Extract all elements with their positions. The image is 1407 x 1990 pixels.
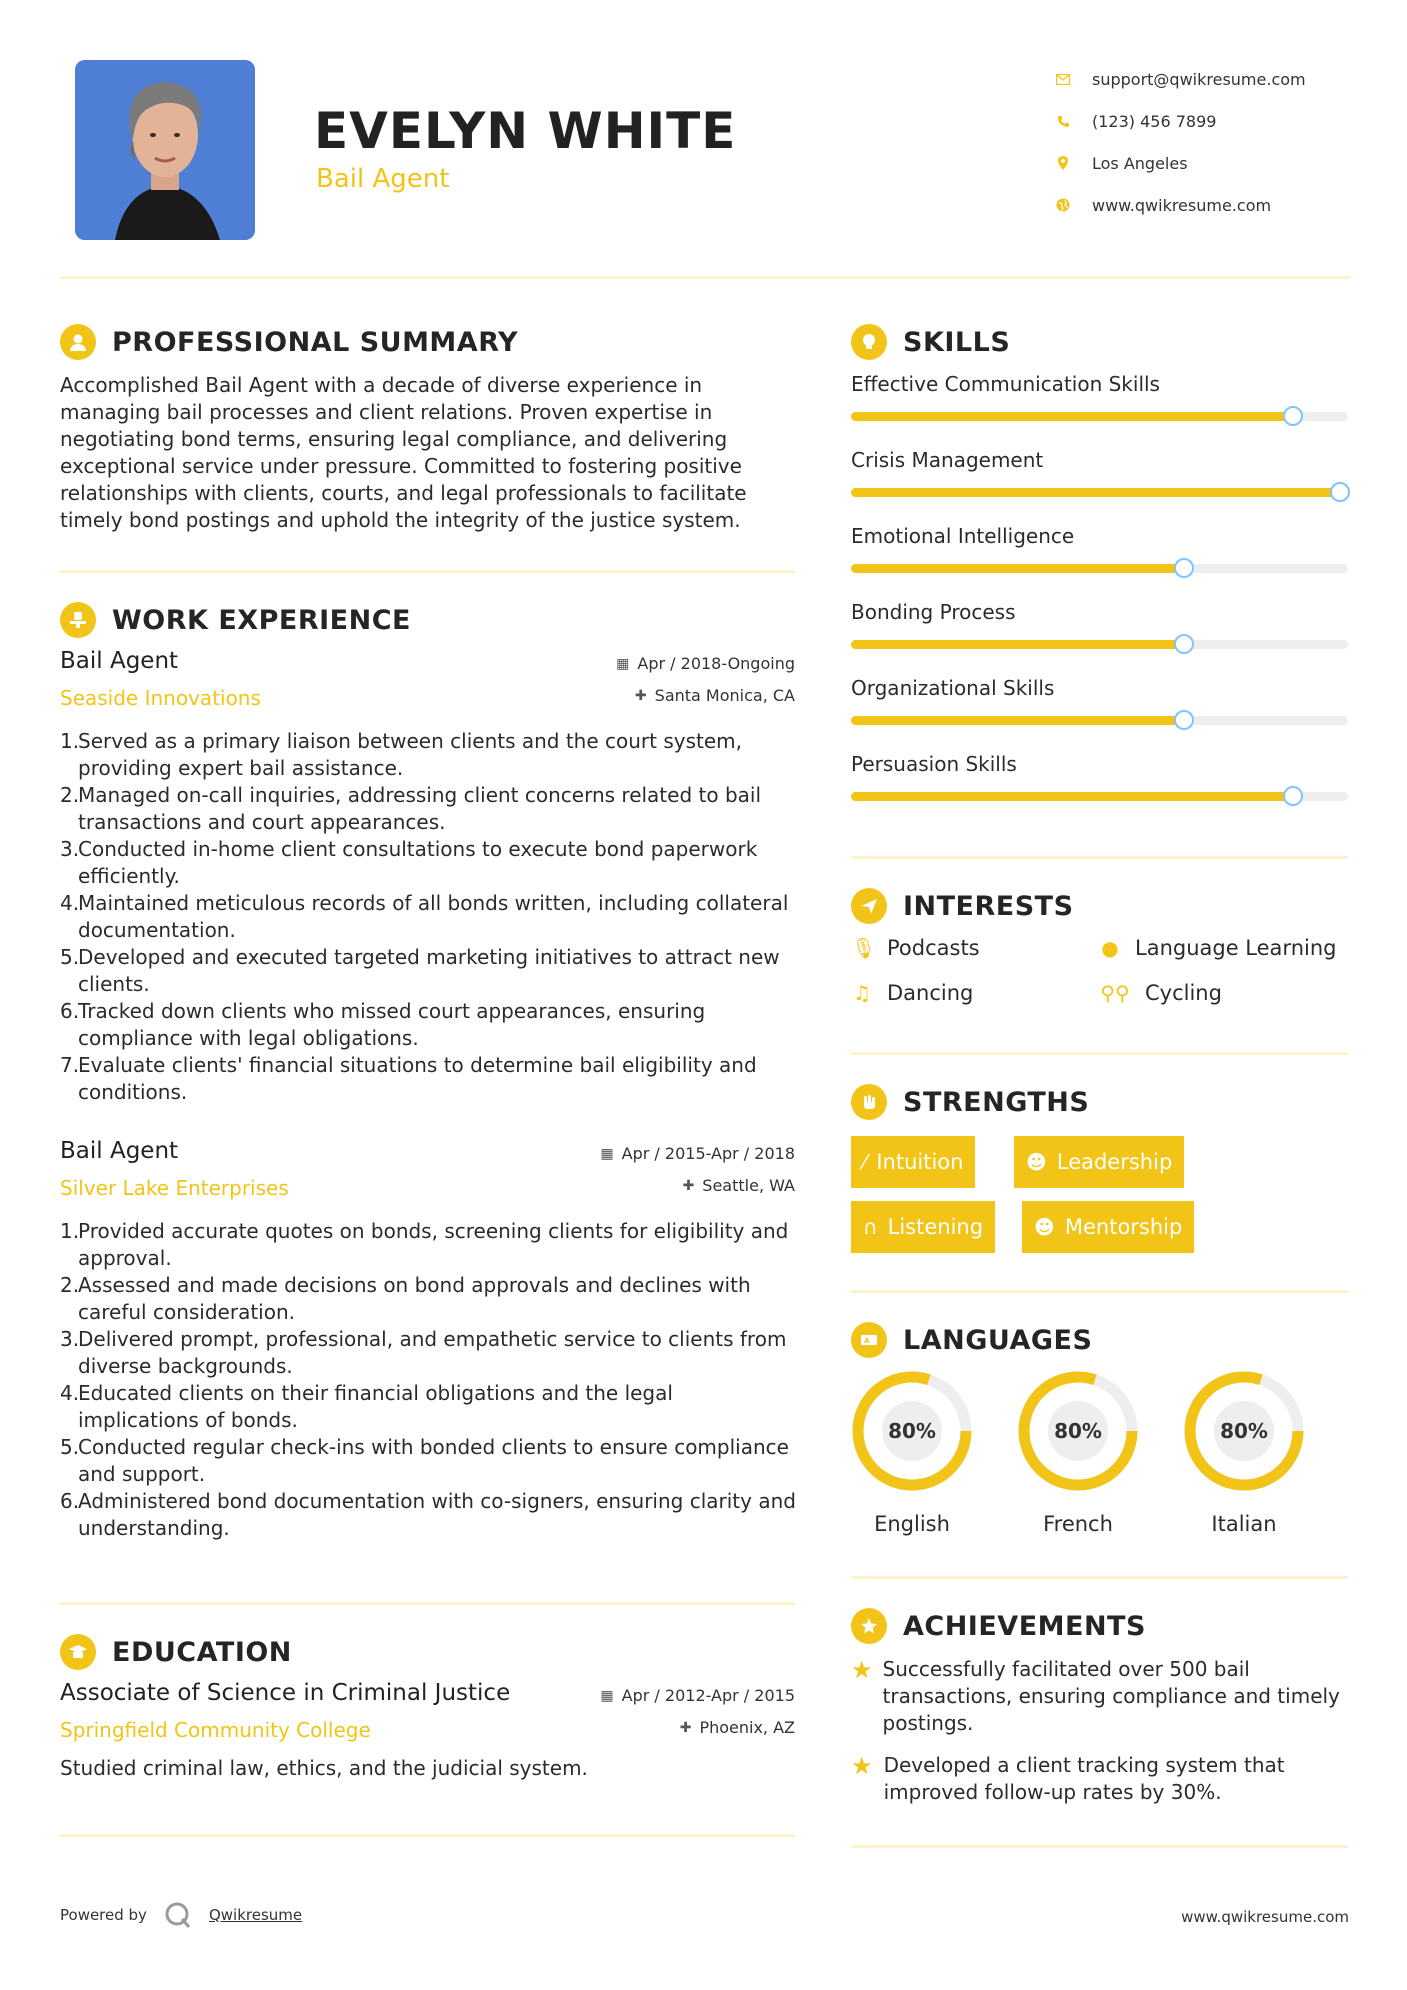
achievements-divider: [851, 1845, 1348, 1848]
star-icon: [851, 1608, 887, 1644]
skill-level-handle: [1174, 634, 1194, 654]
work-title: WORK EXPERIENCE: [112, 604, 411, 636]
brand-link[interactable]: Qwikresume: [208, 1906, 303, 1924]
job-duties-list: [60, 1218, 798, 1542]
job-date-text: Apr / 2015-Apr / 2018: [621, 1144, 795, 1163]
skill-bar-fill: [851, 792, 1293, 801]
skill-bar-fill: [851, 640, 1184, 649]
education-divider: [60, 1834, 795, 1837]
education-location: [680, 1718, 795, 1737]
skill-label: Effective Communication Skills: [851, 372, 1160, 396]
contact-phone-text: (123) 456 7899: [1092, 111, 1217, 131]
work-divider: [60, 1602, 795, 1605]
skill-level-handle: [1283, 786, 1303, 806]
achievement-text: Developed a client tracking system that improved follow-up rates by 30%.: [883, 1753, 1285, 1804]
user-icon: [60, 324, 96, 360]
paper-plane-icon: [851, 888, 887, 924]
contact-website-text: www.qwikresume.com: [1092, 195, 1272, 215]
skill-label: Bonding Process: [851, 600, 1016, 624]
work-heading: [60, 602, 411, 638]
job-entry: [60, 1138, 795, 1558]
language-item: [851, 1370, 973, 1536]
interest-item: 🎙 Podcasts: [851, 936, 980, 960]
skill-label: Persuasion Skills: [851, 752, 1017, 776]
degree-title: Associate of Science in Criminal Justice: [60, 1680, 511, 1706]
microphone-icon: 🎙: [851, 936, 877, 960]
skill-bar: [851, 488, 1348, 497]
job-date: [616, 654, 795, 673]
language-name: English: [874, 1512, 950, 1536]
skills-title: SKILLS: [903, 326, 1011, 358]
skill-level-handle: [1174, 558, 1194, 578]
school-name: Springfield Community College: [60, 1718, 371, 1742]
star-icon: ★: [851, 1656, 873, 1684]
skill-label: Organizational Skills: [851, 676, 1055, 700]
skills-divider: [851, 856, 1348, 859]
skill-level-handle: [1283, 406, 1303, 426]
summary-text: Accomplished Bail Agent with a decade of diverse experience in managing bail processes and client relations. Proven expertise in negotiating bond terms, ensuring legal compliance, and delivering exceptional service under pressure. Committed to fostering positive relationships with clients, courts, and legal professionals to facilitate timely bond postings and uphold the integrity of the justice system.: [60, 373, 747, 532]
list-item: 7. Evaluate clients' financial situations to determine bail eligibility and conditions.: [60, 1053, 757, 1104]
job-title: Bail Agent: [60, 1138, 179, 1164]
job-location: [635, 686, 795, 705]
skill-bar-fill: [851, 564, 1184, 573]
languages-title: LANGUAGES: [903, 1324, 1093, 1356]
skill-level-handle: [1330, 482, 1350, 502]
contact-location-text: Los Angeles: [1092, 153, 1188, 173]
strength-tag: ☻ Leadership: [1014, 1136, 1184, 1188]
headphones-icon: ∩: [863, 1215, 878, 1239]
profile-photo: [75, 60, 255, 240]
language-item: [1017, 1370, 1139, 1536]
skill-bar: [851, 564, 1348, 573]
globe-icon: [1054, 196, 1072, 214]
job-duties-list: [60, 728, 798, 1106]
contact-email-text: support@qwikresume.com: [1092, 69, 1306, 89]
list-item: 6. Administered bond documentation with co-signers, ensuring clarity and understanding.: [60, 1489, 796, 1540]
education-date-text: Apr / 2012-Apr / 2015: [621, 1686, 795, 1705]
list-item: 1. Provided accurate quotes on bonds, screening clients for eligibility and approval.: [60, 1219, 789, 1270]
hand-icon: [851, 1084, 887, 1120]
header-divider: [60, 276, 1350, 279]
list-item: 2. Assessed and made decisions on bond approvals and declines with careful consideration.: [60, 1273, 751, 1324]
language-percent: 80%: [888, 1419, 936, 1443]
skill-bar-fill: [851, 488, 1348, 497]
interest-item: ● Language Learning: [1099, 936, 1336, 960]
language-percent: 80%: [1220, 1419, 1268, 1443]
skills-heading: [851, 324, 1010, 360]
qwikresume-logo-icon: [163, 1900, 193, 1930]
summary-heading: [60, 324, 518, 360]
list-item: 5. Conducted regular check-ins with bonded clients to ensure compliance and support.: [60, 1435, 789, 1486]
list-item: 4. Educated clients on their financial obligations and the legal implications of bonds.: [60, 1381, 673, 1432]
job-company: Silver Lake Enterprises: [60, 1176, 289, 1200]
interests-divider: [851, 1052, 1348, 1055]
interests-title: INTERESTS: [903, 890, 1074, 922]
education-location-text: Phoenix, AZ: [699, 1718, 795, 1737]
contact-email[interactable]: [1050, 58, 1350, 100]
calendar-icon: ▦: [616, 655, 630, 672]
interest-item: ⚲⚲ Cycling: [1100, 981, 1222, 1005]
users-icon: ☻: [1026, 1150, 1047, 1174]
list-item: 3. Delivered prompt, professional, and empathetic service to clients from diverse backgrounds.: [60, 1327, 787, 1378]
list-item: 5. Developed and executed targeted marketing initiatives to attract new clients.: [60, 945, 780, 996]
achievement-item: [851, 1656, 1351, 1737]
job-date: [600, 1144, 795, 1163]
lightbulb-icon: [851, 324, 887, 360]
skill-bar-fill: [851, 412, 1293, 421]
footer-url[interactable]: www.qwikresume.com: [1181, 1908, 1349, 1926]
job-location-text: Santa Monica, CA: [654, 686, 795, 705]
list-item: 6. Tracked down clients who missed court appearances, ensuring compliance with legal obligations.: [60, 999, 706, 1050]
job-location-text: Seattle, WA: [702, 1176, 795, 1195]
pin-icon: ✚: [679, 1719, 692, 1736]
globe-icon: ●: [1101, 936, 1119, 960]
achievements-heading: [851, 1608, 1146, 1644]
language-percent: 80%: [1054, 1419, 1102, 1443]
skill-bar: [851, 792, 1348, 801]
education-title: EDUCATION: [112, 1636, 292, 1668]
language-name: French: [1043, 1512, 1113, 1536]
map-pin-icon: [1054, 154, 1072, 172]
strengths-title: STRENGTHS: [903, 1086, 1090, 1118]
education-entry: [60, 1680, 795, 1760]
list-item: 1. Served as a primary liaison between clients and the court system, providing expert bail assistance.: [60, 729, 743, 780]
music-note-icon: ♫: [853, 981, 871, 1005]
skill-label: Crisis Management: [851, 448, 1044, 472]
job-entry: [60, 648, 795, 1108]
calendar-icon: ▦: [600, 1687, 614, 1704]
achievement-item: [851, 1752, 1351, 1806]
pin-icon: ✚: [682, 1177, 695, 1194]
language-card-icon: [851, 1322, 887, 1358]
job-title: Bail Agent: [60, 648, 179, 674]
job-company: Seaside Innovations: [60, 686, 261, 710]
footer-powered-by: [60, 1900, 302, 1930]
language-item: [1183, 1370, 1305, 1536]
skill-bar: [851, 640, 1348, 649]
candidate-name: EVELYN WHITE: [314, 102, 737, 160]
magic-wand-icon: ⁄: [863, 1150, 867, 1174]
calendar-icon: ▦: [600, 1145, 614, 1162]
job-location: [683, 1176, 795, 1195]
bicycle-icon: ⚲⚲: [1100, 981, 1130, 1005]
education-description: Studied criminal law, ethics, and the judicial system.: [60, 1756, 588, 1780]
summary-title: PROFESSIONAL SUMMARY: [112, 326, 519, 358]
svg-text:A: A: [864, 1337, 870, 1345]
briefcase-icon: [60, 602, 96, 638]
contact-list: [1050, 58, 1350, 226]
list-item: 2. Managed on-call inquiries, addressing client concerns related to bail transactions and court appearances.: [60, 783, 762, 834]
education-heading: [60, 1634, 292, 1670]
list-item: 4. Maintained meticulous records of all bonds written, including collateral documentation.: [60, 891, 789, 942]
graduate-icon: [60, 1634, 96, 1670]
strengths-heading: [851, 1084, 1089, 1120]
list-item: 3. Conducted in-home client consultations to execute bond paperwork efficiently.: [60, 837, 758, 888]
skill-level-handle: [1174, 710, 1194, 730]
contact-website[interactable]: [1050, 184, 1350, 226]
education-date: [600, 1686, 795, 1705]
strength-tag: ☻ Mentorship: [1022, 1201, 1194, 1253]
summary-divider: [60, 570, 795, 573]
achievement-text: Successfully facilitated over 500 bail transactions, ensuring compliance and timely postings.: [882, 1657, 1340, 1735]
strength-tag: ⁄ Intuition: [851, 1136, 975, 1188]
resume-header: [60, 58, 1350, 238]
language-name: Italian: [1211, 1512, 1277, 1536]
pin-icon: ✚: [634, 687, 647, 704]
contact-location: [1050, 142, 1350, 184]
strength-tag: ∩ Listening: [851, 1201, 995, 1253]
job-date-text: Apr / 2018-Ongoing: [637, 654, 795, 673]
portrait-image: [75, 60, 255, 240]
languages-heading: [851, 1322, 1092, 1358]
contact-phone[interactable]: [1050, 100, 1350, 142]
languages-divider: [851, 1576, 1348, 1579]
interest-item: ♫ Dancing: [851, 981, 973, 1005]
skill-label: Emotional Intelligence: [851, 524, 1075, 548]
phone-icon: [1054, 112, 1072, 130]
achievements-title: ACHIEVEMENTS: [903, 1610, 1146, 1642]
user-plus-icon: ☻: [1034, 1215, 1055, 1239]
interests-heading: [851, 888, 1074, 924]
powered-by-label: Powered by: [60, 1906, 147, 1924]
envelope-icon: [1054, 70, 1072, 88]
strengths-divider: [851, 1290, 1348, 1293]
star-icon: ★: [851, 1752, 873, 1780]
candidate-role: Bail Agent: [316, 164, 450, 194]
skill-bar-fill: [851, 716, 1184, 725]
skill-bar: [851, 716, 1348, 725]
skill-bar: [851, 412, 1348, 421]
